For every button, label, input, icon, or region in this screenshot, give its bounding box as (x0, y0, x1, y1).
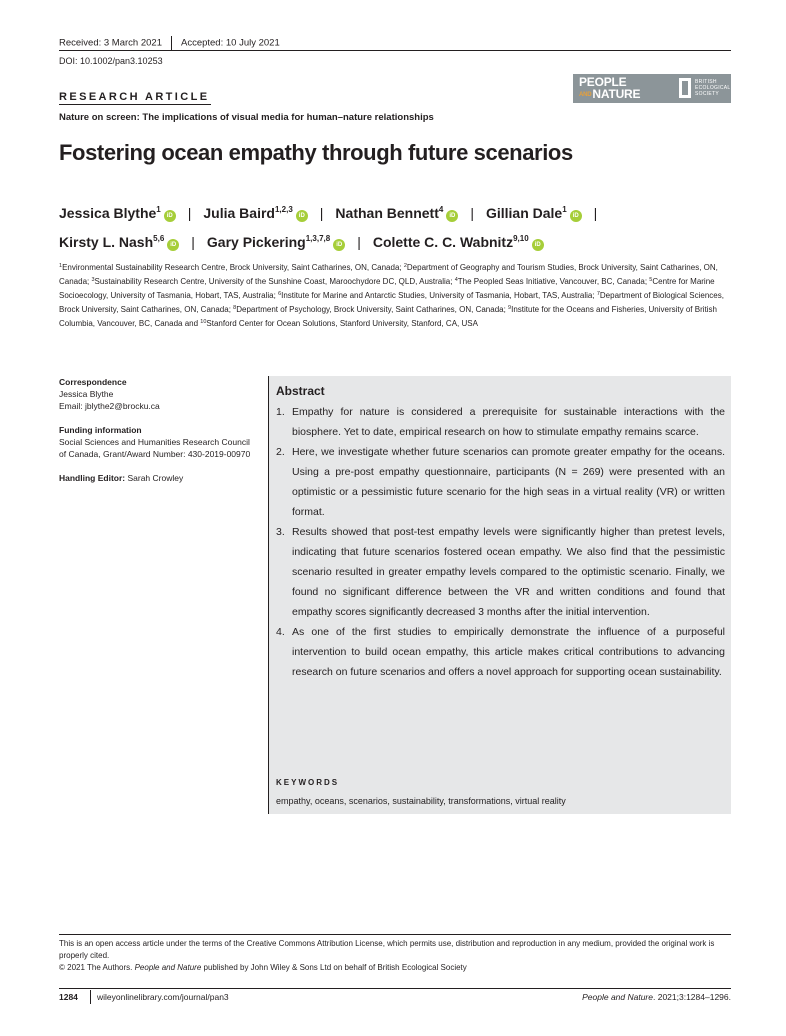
abstract-item-text: Results showed that post-test empathy levels were significantly higher than pretest levels, indicating that future scenarios fostered ocean empathy. We also find that the pessimistic scenario resulted in greater empathy levels compared to the optimistic scenario. Finally, we found no significant difference between the VR and written conditions and found that empathy scores significantly decreased 3 months after the initial intervention. (292, 526, 725, 618)
author-affiliation-sup: 1,2,3 (274, 205, 293, 214)
abstract-item-number: 3. (276, 526, 285, 538)
author-affiliation-sup: 1,3,7,8 (305, 234, 331, 243)
affiliation-text: Institute for Marine and Antarctic Studies, University of Tasmania, Hobart, TAS, Australia; (281, 291, 597, 300)
doi[interactable]: DOI: 10.1002/pan3.10253 (59, 56, 163, 66)
author-name[interactable]: Colette C. C. Wabnitz (372, 234, 514, 250)
page-footer-separator (90, 990, 91, 1004)
author-separator: | (191, 234, 195, 250)
logo-line2: NATURE (592, 87, 641, 101)
orcid-icon[interactable]: iD (167, 239, 179, 251)
abstract-item (276, 522, 725, 622)
affiliation-sup: 4 (454, 277, 458, 283)
affiliation-sup: 8 (233, 305, 237, 311)
license-text: This is an open access article under the terms of the Creative Commons Attribution License, which permits use, distribution and reproduction in any medium, provided the original work is properly cited. (59, 939, 715, 960)
copyright-line (59, 962, 731, 974)
orcid-icon[interactable]: iD (532, 239, 544, 251)
author-name[interactable]: Jessica Blythe (59, 205, 157, 221)
funding-heading: Funding information (59, 425, 142, 435)
abstract-panel (268, 376, 731, 814)
author-separator: | (187, 205, 192, 221)
page-number: 1284 (59, 992, 78, 1002)
author-separator: | (319, 205, 324, 221)
article-type-rule (59, 104, 211, 105)
author-affiliation-sup: 1 (156, 205, 161, 214)
affiliation-text: The Peopled Seas Initiative, Vancouver, BC, Canada; (457, 277, 650, 286)
author-separator: | (357, 234, 361, 250)
author-affiliation-sup: 5,6 (153, 234, 165, 243)
handling-editor (59, 472, 259, 484)
article-title: Fostering ocean empathy through future scenarios (59, 140, 573, 165)
society-line1: BRITISH (695, 79, 717, 85)
affiliation-text: Environmental Sustainability Research Centre, Brock University, Saint Catharines, ON, Canada; (62, 263, 404, 272)
abstract-item-number: 2. (276, 446, 285, 458)
author-separator: | (470, 205, 474, 221)
affiliation-text: Stanford Center for Ocean Solutions, Stanford University, Stanford, CA, USA (206, 319, 478, 328)
affiliation-text: Department of Geography and Tourism Studies, Brock University, Saint Catharines, ON, Canada; (59, 263, 718, 286)
orcid-icon[interactable]: iD (446, 210, 458, 222)
abstract-item-text: Here, we investigate whether future scenarios can promote greater empathy for the oceans. Using a pre-post empathy questionnaire, participants (N = 269) were presented with an optimistic or a pessimistic future scenario for the high seas in a virtual reality (VR) or written format. (292, 446, 725, 518)
article-sidebar (59, 376, 259, 496)
affiliation-text: Department of Biological Sciences, Brock University, Saint Catharines, ON, Canada; (59, 291, 724, 314)
citation-details: . 2021;3:1284–1296. (653, 992, 731, 1002)
affiliations (59, 260, 731, 330)
abstract-heading: Abstract (276, 384, 325, 398)
correspondence-block (59, 376, 259, 412)
affiliation-text: Centre for Marine Socioecology, University of Tasmania, Hobart, TAS, Australia; (59, 277, 715, 300)
affiliation-sup: 9 (508, 305, 512, 311)
author-name[interactable]: Gillian Dale (485, 205, 563, 221)
author-affiliation-sup: 1 (562, 205, 567, 214)
received-date: Received: 3 March 2021 (59, 37, 162, 49)
abstract-item-text: Empathy for nature is considered a prerequisite for sustainable interactions with the biosphere. Yet to date, empirical research on how to stimulate empathy remains scarce. (292, 406, 725, 438)
affiliation-sup: 7 (596, 291, 600, 297)
abstract-item-number: 1. (276, 406, 285, 418)
affiliation-text: Institute for the Oceans and Fisheries, University of British Columbia, Vancouver, BC, Canada and (59, 305, 717, 328)
citation (582, 992, 731, 1002)
copyright-prefix: © 2021 The Authors. (59, 963, 135, 972)
keywords: empathy, oceans, scenarios, sustainability, transformations, virtual reality (276, 796, 566, 806)
accepted-date: Accepted: 10 July 2021 (180, 37, 280, 49)
affiliation-sup: 5 (649, 277, 653, 283)
journal-name: People and Nature (134, 963, 202, 972)
author-affiliation-sup: 4 (438, 205, 444, 214)
author-name[interactable]: Gary Pickering (206, 234, 306, 250)
orcid-icon[interactable]: iD (296, 210, 308, 222)
abstract-item (276, 402, 725, 442)
affiliation-sup: 10 (200, 319, 207, 325)
handling-editor-name: Sarah Crowley (127, 473, 184, 483)
article-type: RESEARCH ARTICLE (59, 91, 210, 103)
journal-url[interactable]: wileyonlinelibrary.com/journal/pan3 (97, 992, 229, 1002)
author-list (59, 197, 731, 255)
footer-rule (59, 934, 731, 935)
author-affiliation-sup: 9,10 (513, 234, 529, 243)
abstract-list (276, 402, 725, 682)
copyright-suffix: published by John Wiley & Sons Ltd on behalf of British Ecological Society (201, 963, 467, 972)
abstract-item-text: As one of the first studies to empirically demonstrate the influence of a purposeful intervention to build ocean empathy, this article makes critical contributions to advancing research on future scenarios and offers a novel approach for supporting ocean sustainability. (292, 626, 725, 678)
orcid-icon[interactable]: iD (164, 210, 176, 222)
author-name[interactable]: Nathan Bennett (335, 205, 439, 221)
series-title: Nature on screen: The implications of visual media for human–nature relationships (59, 112, 434, 123)
correspondence-name: Jessica Blythe (59, 389, 114, 399)
abstract-item (276, 442, 725, 522)
author-name[interactable]: Kirsty L. Nash (59, 234, 154, 250)
abstract-item-number: 4. (276, 626, 285, 638)
affiliation-text: Sustainability Research Centre, University of the Sunshine Coast, Maroochydore DC, QLD, Australia; (94, 277, 455, 286)
journal-logo[interactable] (573, 74, 731, 103)
header-separator (171, 36, 172, 50)
correspondence-email[interactable]: Email: jblythe2@brocku.ca (59, 401, 160, 411)
header-rule (59, 50, 731, 51)
author-separator: | (593, 205, 598, 221)
correspondence-heading: Correspondence (59, 377, 127, 387)
handling-editor-label: Handling Editor: (59, 473, 128, 483)
bes-logo-icon (679, 78, 691, 98)
affiliation-sup: 6 (278, 291, 282, 297)
affiliation-sup: 2 (403, 263, 407, 269)
page-footer-rule (59, 988, 731, 989)
funding-block (59, 424, 259, 460)
people-and-nature-wordmark (579, 76, 640, 101)
society-line2: ECOLOGICAL (695, 85, 731, 91)
affiliation-sup: 3 (91, 277, 95, 283)
funding-text: Social Sciences and Humanities Research Council of Canada, Grant/Award Number: 430-2019-00970 (59, 437, 251, 459)
orcid-icon[interactable]: iD (333, 239, 345, 251)
abstract-item (276, 622, 725, 682)
abstract-divider (268, 376, 269, 814)
society-name (695, 79, 731, 97)
logo-line1: PEOPLE (579, 75, 627, 89)
orcid-icon[interactable]: iD (570, 210, 582, 222)
keywords-heading: KEYWORDS (276, 778, 340, 787)
author-name[interactable]: Julia Baird (203, 205, 275, 221)
affiliation-sup: 1 (59, 263, 63, 269)
received-accepted-bar (59, 36, 280, 50)
license-footer (59, 938, 731, 974)
affiliation-text: Department of Psychology, Brock University, Saint Catharines, ON, Canada; (236, 305, 509, 314)
logo-and: AND (579, 91, 592, 98)
citation-journal: People and Nature (582, 992, 653, 1002)
society-line3: SOCIETY (695, 91, 720, 97)
